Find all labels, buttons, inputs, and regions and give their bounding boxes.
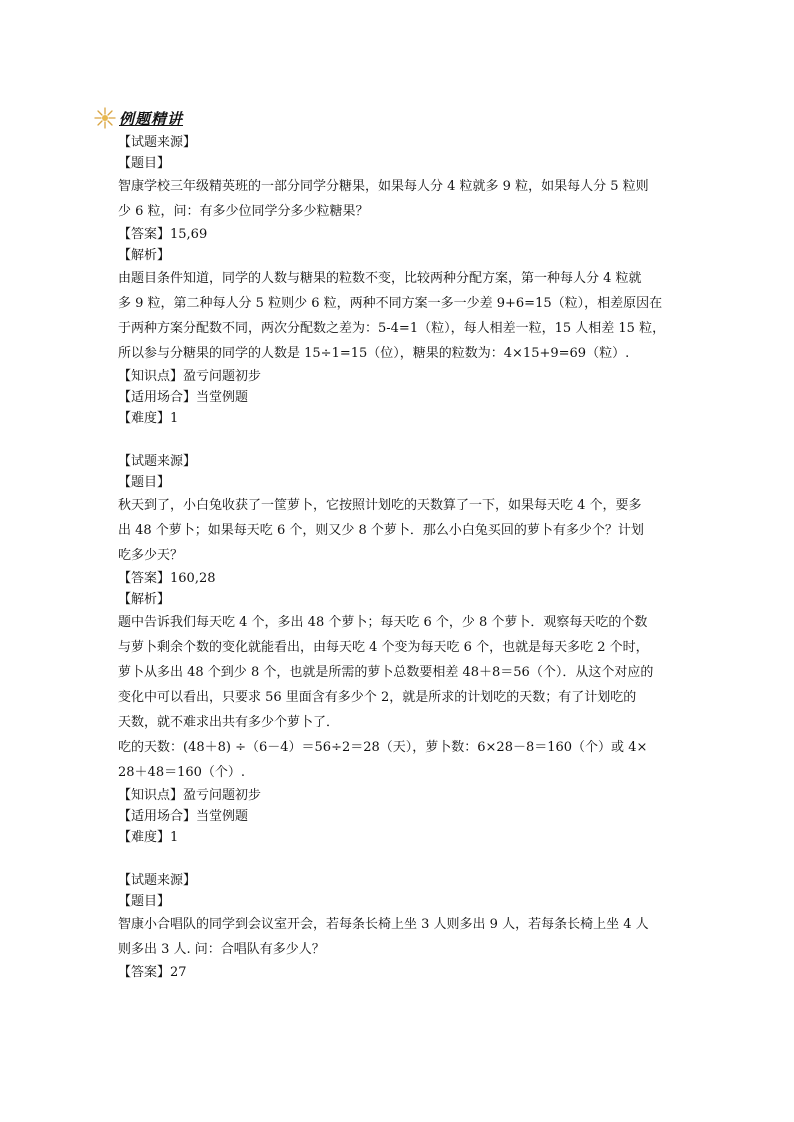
- text-line: 于两种方案分配数不同，两次分配数之差为：5-4=1（粒），每人相差一粒，15 人相差 15 粒，: [118, 321, 666, 336]
- question-text: [118, 493, 678, 568]
- analysis-label: 【解析】: [118, 592, 171, 607]
- text-line: 则多出 3 人. 问：合唱队有多少人？: [118, 942, 325, 957]
- text-line: 少 6 粒，问：有多少位同学分多少粒糖果？: [118, 204, 369, 219]
- question-label: 【题目】: [118, 475, 171, 490]
- sparkle-icon: [92, 105, 118, 131]
- question-label: 【题目】: [118, 156, 171, 171]
- applicable-occasion: 【适用场合】当堂例题: [118, 809, 249, 824]
- section-header: [92, 104, 678, 132]
- text-line: 智康学校三年级精英班的一部分同学分糖果，如果每人分 4 粒就多 9 粒，如果每人分 5 粒则: [118, 179, 649, 194]
- text-line: 吃多少天？: [118, 548, 184, 563]
- text-line: 28＋48＝160（个）.: [118, 765, 246, 780]
- text-line: 变化中可以看出，只要求 56 里面含有多少个 2，就是所求的计划吃的天数；有了计划吃的: [118, 690, 637, 705]
- text-line: 多 9 粒，第二种每人分 5 粒则少 6 粒，两种不同方案一多一少差 9+6=15（粒），相差原因在: [118, 296, 663, 311]
- text-line: 萝卜从多出 48 个到少 8 个，也就是所需的萝卜总数要相差 48＋8＝56（个）．从这个对应的: [118, 665, 654, 680]
- source-label: 【试题来源】: [118, 135, 197, 150]
- answer-line: 【答案】15,69: [118, 227, 208, 242]
- source-label: 【试题来源】: [118, 873, 197, 888]
- problem-3: [118, 870, 678, 983]
- applicable-occasion: 【适用场合】当堂例题: [118, 390, 249, 405]
- difficulty: 【难度】1: [118, 830, 179, 845]
- problem-1: [118, 132, 678, 429]
- text-line: 与萝卜剩余个数的变化就能看出，由每天吃 4 个变为每天吃 6 个，也就是每天多吃 2 个时，: [118, 640, 649, 655]
- spacer: [118, 429, 678, 451]
- analysis-label: 【解析】: [118, 248, 171, 263]
- text-line: 智康小合唱队的同学到会议室开会，若每条长椅上坐 3 人则多出 9 人，若每条长椅上坐 4 人: [118, 917, 649, 932]
- analysis-text: [118, 266, 678, 366]
- document-page: [118, 104, 678, 983]
- text-line: 题中告诉我们每天吃 4 个，多出 48 个萝卜；每天吃 6 个，少 8 个萝卜．观察每天吃的个数: [118, 615, 648, 630]
- text-line: 秋天到了，小白兔收获了一筐萝卜，它按照计划吃的天数算了一下，如果每天吃 4 个，要多: [118, 498, 642, 513]
- question-label: 【题目】: [118, 894, 171, 909]
- spacer: [118, 848, 678, 870]
- text-line: 天数，就不难求出共有多少个萝卜了．: [118, 715, 340, 730]
- analysis-text: [118, 610, 678, 785]
- answer-line: 【答案】27: [118, 965, 187, 980]
- text-line: 吃的天数：(48＋8) ÷（6－4）＝56÷2＝28（天），萝卜数：6×28－8＝160（个）或 4×: [118, 740, 648, 755]
- answer-line: 【答案】160,28: [118, 571, 216, 586]
- question-text: [118, 912, 678, 962]
- knowledge-point: 【知识点】盈亏问题初步: [118, 369, 262, 384]
- source-label: 【试题来源】: [118, 454, 197, 469]
- difficulty: 【难度】1: [118, 411, 179, 426]
- knowledge-point: 【知识点】盈亏问题初步: [118, 788, 262, 803]
- text-line: 由题目条件知道，同学的人数与糖果的粒数不变，比较两种分配方案，第一种每人分 4 粒就: [118, 271, 642, 286]
- problem-2: [118, 451, 678, 848]
- section-title: 例题精讲: [119, 109, 184, 128]
- question-text: [118, 174, 678, 224]
- text-line: 出 48 个萝卜；如果每天吃 6 个，则又少 8 个萝卜．那么小白兔买回的萝卜有多少个？计划: [118, 523, 644, 538]
- text-line: 所以参与分糖果的同学的人数是 15÷1=15（位），糖果的粒数为：4×15+9=69（粒）.: [118, 346, 630, 361]
